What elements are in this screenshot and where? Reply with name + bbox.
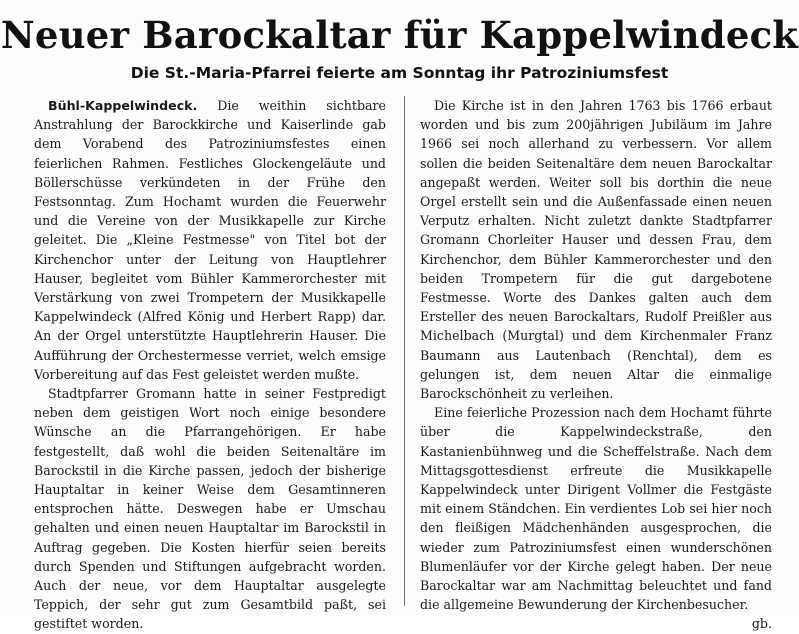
left-paragraph-1-text: Die weithin sichtbare Anstrahlung der Barockkirche und Kaiserlinde gab dem Vorabend des Patroziniumsfestes einen feierlichen Rahmen. Festliches Glockengeläute und Böllerschüsse verkündeten in der Frühe den Festsonntag. Zum Hochamt wurden die Feuerwehr und die Vereine von der Musikkapelle zur Kirche geleitet. Die „Kleine Festmesse" von Titel bot der Kirchenchor unter der Leitung von Hauptlehrer Hauser, begleitet vom Bühler Kammerorchester mit Verstärkung von zwei Trompetern der Musikkapelle Kappelwindeck (Alfred König und Herbert Rapp) dar. An der Orgel unterstützte Hauptlehrerin Hauser. Die Aufführung der Orchestermesse verriet, welch emsige Vorbereitung auf das Fest geleistet werden mußte.	[34, 98, 386, 382]
right-column	[420, 96, 772, 634]
left-column	[34, 96, 386, 634]
right-paragraph-2-text: Eine feierliche Prozession nach dem Hochamt führte über die Kappelwindeckstraße, den Kastanienbühnweg und die Scheffelstraße. Nach dem Mittagsgottesdienst erfreute die Musikkapelle Kappelwindeck unter Dirigent Vollmer die Festgäste mit einem Ständchen. Ein verdientes Lob sei hier noch den fleißigen Mädchenhänden ausgesprochen, die wieder zum Patroziniumsfest einen wunderschönen Blumenläufer vor der Kirche gelegt haben. Der neue Barockaltar war am Nachmittag beleuchtet und fand die allgemeine Bewunderung der Kirchenbesucher.	[420, 405, 772, 613]
subheadline: Die St.-Maria-Pfarrei feierte am Sonntag ihr Patroziniumsfest	[130, 64, 669, 82]
left-paragraph-1	[34, 96, 386, 384]
left-paragraph-2: Stadtpfarrer Gromann hatte in seiner Festpredigt neben dem geistigen Wort noch einige besondere Wünsche an die Pfarrangehörigen. Er habe festgestellt, daß wohl die beiden Seitenaltäre im Barockstil in die Kirche passen, jedoch der bisherige Hauptaltar in keiner Weise dem Gesamtinneren entsprochen hätte. Deswegen habe er Umschau gehalten und einen neuen Hauptaltar im Barockstil in Auftrag gegeben. Die Kosten hierfür seien bereits durch Spenden und Stiftungen aufgebracht worden. Auch der neue, vor dem Hauptaltar ausgelegte Teppich, der sehr gut zum Gesamtbild paßt, sei gestiftet worden.	[34, 386, 386, 632]
column-divider	[404, 96, 405, 606]
author-signature: gb.	[751, 616, 772, 632]
dateline: Bühl-Kappelwindeck.	[48, 98, 198, 113]
headline: Neuer Barockaltar für Kappelwindeck	[0, 13, 799, 57]
right-paragraph-2	[420, 403, 772, 633]
right-paragraph-1: Die Kirche ist in den Jahren 1763 bis 1766 erbaut worden und bis zum 200jährigen Jubiläum im Jahre 1966 sei noch allerhand zu verbessern. Vor allem sollen die beiden Seitenaltäre dem neuen Barockaltar angepaßt werden. Weiter soll bis dorthin die neue Orgel erstellt sein und die Außenfassade einen neuen Verputz erhalten. Nicht zuletzt dankte Stadtpfarrer Gromann Chorleiter Hauser und dessen Frau, dem Kirchenchor, dem Bühler Kammerorchester und den beiden Trompetern für die gut dargebotene Festmesse. Worte des Dankes galten auch dem Ersteller des neuen Barockaltars, Rudolf Preißler aus Michelbach (Murgtal) und dem Kirchenmaler Franz Baumann aus Lautenbach (Renchtal), dem es gelungen ist, dem neuen Altar die einmalige Barockschönheit zu verleihen.	[420, 98, 772, 402]
